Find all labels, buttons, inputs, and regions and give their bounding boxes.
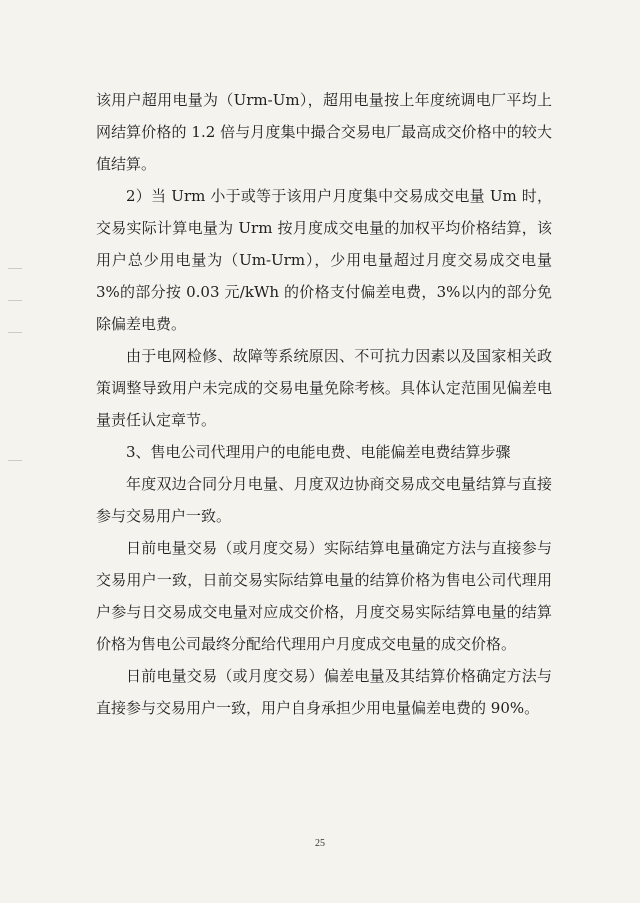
paragraph-underuse-settlement: 2）当 Urm 小于或等于该用户月度集中交易成交电量 Um 时，交易实际计算电量为 Urm 按月度成交电量的加权平均价格结算，该用户总少用电量为（Um-Urm），少用电量超过月度交易成交电量 3%的部分按 0.03 元/kWh 的价格支付偏差电费，3%以内的部分免除偏差电费。 xyxy=(96,187,552,333)
paragraph-exemption: 由于电网检修、故障等系统原因、不可抗力因素以及国家相关政策调整导致用户未完成的交易电量免除考核。具体认定范围见偏差电量责任认定章节。 xyxy=(96,347,552,429)
paragraph-deviation-settlement: 日前电量交易（或月度交易）偏差电量及其结算价格确定方法与直接参与交易用户一致，用户自身承担少用电量偏差电费的 90%。 xyxy=(96,667,552,717)
document-body xyxy=(96,84,552,724)
page-number: 25 xyxy=(315,838,325,849)
scan-artifact xyxy=(8,300,22,301)
paragraph-day-ahead-settlement: 日前电量交易（或月度交易）实际结算电量确定方法与直接参与交易用户一致，日前交易实际结算电量的结算价格为售电公司代理用户参与日交易成交电量对应成交价格，月度交易实际结算电量的结算价格为售电公司最终分配给代理用户月度成交电量的成交价格。 xyxy=(96,539,552,653)
scan-artifact xyxy=(8,332,22,333)
scan-artifact xyxy=(8,268,22,269)
section-heading-retailer-settlement: 3、售电公司代理用户的电能电费、电能偏差电费结算步骤 xyxy=(126,443,511,461)
paragraph-overuse-settlement: 该用户超用电量为（Urm-Um），超用电量按上年度统调电厂平均上网结算价格的 1.2 倍与月度集中撮合交易电厂最高成交价格中的较大值结算。 xyxy=(96,91,552,173)
paragraph-bilateral-contract: 年度双边合同分月电量、月度双边协商交易成交电量结算与直接参与交易用户一致。 xyxy=(96,475,552,525)
scan-artifact xyxy=(8,460,22,461)
